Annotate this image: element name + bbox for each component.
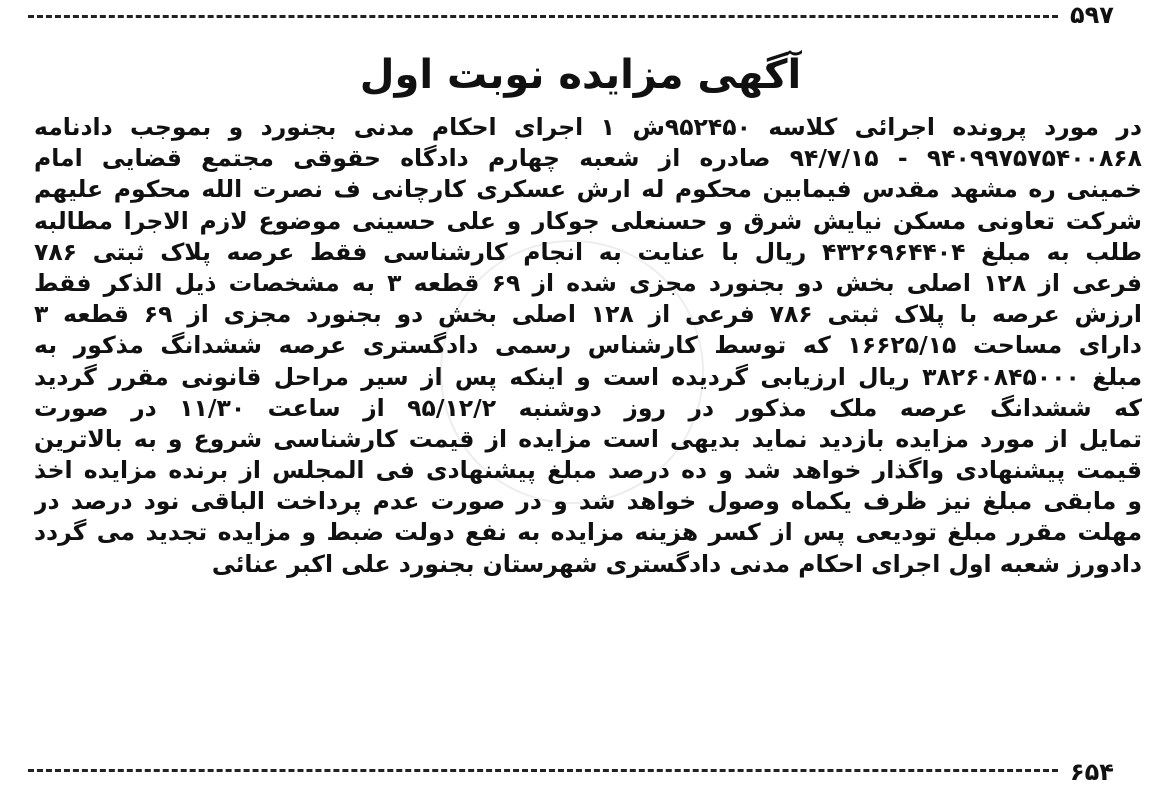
page-number-bottom: ۶۵۴ <box>1070 758 1114 786</box>
body-line: قیمت پیشنهادی واگذار خواهد شد و ده درصد مبلغ پیشنهادی فی المجلس از برنده مزایده اخذ <box>34 456 1142 485</box>
body-line: مهلت مقرر مبلغ تودیعی پس از کسر هزینه مزایده به نفع دولت ضبط و مزایده تجدید می گردد <box>34 518 1142 547</box>
body-line: دارای مساحت ۱۶۶۲۵/۱۵ که توسط کارشناس رسمی دادگستری عرصه ششدانگ مذکور به <box>34 331 1142 360</box>
body-line: ۹۴۰۹۹۷۵۷۵۴۰۰۸۶۸ - ۹۴/۷/۱۵ صادره از شعبه چهارم دادگاه حقوقی مجتمع قضایی امام <box>34 144 1142 173</box>
body-line: که ششدانگ عرصه ملک مذکور در روز دوشنبه ۹۵/۱۲/۲ از ساعت ۱۱/۳۰ در صورت <box>34 393 1142 422</box>
body-line: در مورد پرونده اجرائی کلاسه ۹۵۲۴۵۰ش ۱ اجرای احکام مدنی بجنورد و بموجب دادنامه <box>34 113 1142 141</box>
body-line: خمینی ره مشهد مقدس فیمابین محکوم له ارش عسکری کارچانی ف نصرت الله محکوم علیهم <box>34 175 1142 204</box>
page-number-top: ۵۹۷ <box>1070 1 1114 29</box>
body-line: طلب به مبلغ ۴۳۲۶۹۶۴۴۰۴ ریال با عنایت به انجام کارشناسی فقط عرصه پلاک ثبتی ۷۸۶ <box>34 237 1142 266</box>
top-divider <box>28 15 1058 18</box>
body-line: تمایل از مورد مزایده بازدید نماید بدیهی است مزایده از قیمت کارشناسی شروع و به بالاترین <box>34 424 1142 453</box>
signature-line: دادورز شعبه اول اجرای احکام مدنی دادگستری شهرستان بجنورد علی اکبر عنائی <box>211 549 1142 578</box>
body-line: مبلغ ۳۸۲۶۰۸۴۵۰۰۰ ریال ارزیابی گردیده است و اینکه پس از سیر مراحل قانونی مقرر گردید <box>34 362 1142 391</box>
body-line: ارزش عرصه با پلاک ثبتی ۷۸۶ فرعی از ۱۲۸ اصلی بخش دو بجنورد مجزی از ۶۹ قطعه ۳ <box>34 300 1142 329</box>
bottom-divider <box>28 769 1058 772</box>
body-line: و مابقی مبلغ نیز ظرف یکماه وصول خواهد شد و در صورت عدم پرداخت الباقی نود درصد در <box>34 487 1142 516</box>
body-line: فرعی از ۱۲۸ اصلی بخش دو بجنورد مجزی شده از ۶۹ قطعه ۳ به مشخصات ذیل الذکر فقط <box>34 268 1142 297</box>
notice-title: آگهی مزایده نوبت اول <box>359 52 802 98</box>
body-line: شرکت تعاونی مسکن نیایش شرق و حسنعلی جوکار و علی حسینی موضوع لازم الاجرا مطالبه <box>34 206 1142 235</box>
notice-body <box>34 112 1142 580</box>
